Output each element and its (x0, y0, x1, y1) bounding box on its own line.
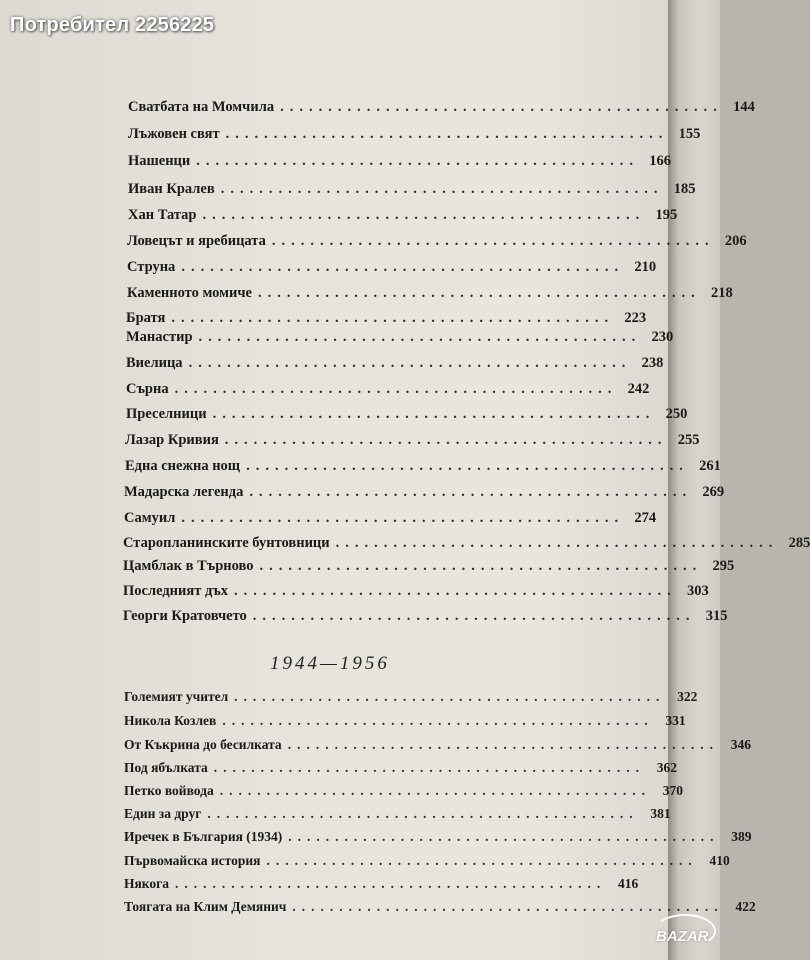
leader-dots: .............................................. (224, 432, 668, 448)
toc-entry (124, 806, 671, 822)
toc-entry-title: Първомайска история (124, 853, 261, 868)
leader-dots: .............................................. (207, 806, 639, 821)
toc-entry (123, 583, 709, 600)
bazar-logo (652, 912, 716, 952)
toc-entry (124, 484, 725, 501)
toc-entry-page: 362 (656, 760, 677, 775)
toc-entry (128, 181, 696, 198)
leader-dots: .............................................. (246, 458, 689, 474)
leader-dots: .............................................. (259, 558, 703, 574)
toc-entry-page: 381 (650, 806, 671, 821)
toc-entry-title: Ловецът и яребицата (127, 233, 266, 249)
leader-dots: .............................................. (287, 737, 719, 752)
toc-entry (124, 876, 639, 892)
toc-entry (124, 510, 657, 527)
toc-entry (123, 558, 735, 575)
toc-entry (126, 381, 650, 398)
leader-dots: .............................................. (288, 829, 720, 844)
toc-entry (123, 608, 728, 625)
logo-text: BAZAR (656, 928, 709, 945)
toc-entry-title: Сърна (126, 381, 169, 397)
toc-entry-page: 410 (709, 853, 730, 868)
toc-entry-title: Самуил (124, 510, 176, 526)
toc-entry-page: 322 (677, 689, 698, 704)
toc-entry-page: 230 (651, 329, 674, 345)
book-spine-shadow (668, 0, 720, 960)
toc-entry-title: Никола Козлев (124, 713, 217, 728)
user-watermark: Потребител 2256225 (10, 14, 215, 36)
toc-entry-page: 346 (730, 737, 751, 752)
toc-entry (126, 406, 688, 423)
toc-entry-title: Братя (126, 310, 166, 326)
leader-dots: .............................................. (219, 783, 651, 798)
toc-entry-title: Преселници (126, 406, 207, 422)
toc-entry (127, 285, 733, 302)
toc-entry (127, 259, 657, 276)
toc-entry-page: 315 (705, 608, 728, 624)
toc-entry (128, 153, 672, 170)
toc-entry-page: 238 (641, 355, 664, 371)
leader-dots: .............................................. (181, 510, 625, 526)
toc-entry-title: Лазар Кривия (125, 432, 219, 448)
toc-entry-page: 210 (634, 259, 657, 275)
toc-entry (126, 329, 674, 346)
leader-dots: .............................................. (249, 484, 693, 500)
toc-entry-page: 185 (673, 181, 696, 197)
toc-entry-page: 303 (687, 583, 709, 599)
toc-entry (124, 853, 730, 869)
toc-entry-title: От Къкрина до бесилката (124, 737, 282, 752)
toc-entry-page: 155 (678, 126, 701, 142)
leader-dots: .............................................. (335, 535, 779, 551)
toc-entry-title: Каменното момиче (127, 285, 252, 301)
toc-entry-page: 195 (655, 207, 678, 223)
leader-dots: .............................................. (271, 233, 715, 249)
toc-entry-title: Сватбата на Момчила (128, 99, 275, 115)
toc-entry-page: 261 (699, 458, 721, 474)
toc-entry-title: Петко войвода (124, 783, 214, 798)
toc-entry-page: 269 (702, 484, 725, 500)
leader-dots: .............................................. (257, 285, 701, 301)
toc-entry (124, 783, 683, 799)
toc-entry-title: Под ябълката (124, 760, 208, 775)
toc-entry-page: 416 (618, 876, 639, 891)
toc-entry (126, 355, 664, 372)
toc-entry-title: Тоягата на Клим Демянич (124, 899, 287, 914)
toc-entry-title: Някога (124, 876, 170, 891)
toc-entry-title: Мадарска легенда (124, 484, 244, 500)
toc-entry-page: 166 (649, 153, 672, 169)
toc-entry (125, 432, 700, 449)
toc-entry-page: 422 (735, 899, 756, 914)
toc-entry-page: 285 (788, 535, 810, 551)
toc-entry (127, 233, 747, 250)
toc-entry-title: Старопланинските бунтовници (123, 535, 330, 551)
toc-entry-page: 250 (665, 406, 688, 422)
toc-entry (126, 310, 647, 327)
leader-dots: .............................................. (234, 689, 666, 704)
toc-entry-page: 144 (733, 99, 755, 115)
leader-dots: .............................................. (212, 406, 656, 422)
leader-dots: .............................................. (213, 760, 645, 775)
toc-entry-title: Георги Кратовчето (123, 608, 247, 624)
toc-entry-title: Нашенци (128, 153, 191, 169)
leader-dots: .............................................. (280, 99, 723, 115)
toc-entry-title: Струна (127, 259, 176, 275)
leader-dots: .............................................. (202, 207, 646, 223)
toc-entry (128, 207, 678, 224)
leader-dots: .............................................. (222, 713, 654, 728)
toc-entry (124, 899, 756, 915)
toc-entry-title: Една снежна нощ (125, 458, 241, 474)
leader-dots: .............................................. (252, 608, 696, 624)
toc-entry-page: 370 (662, 783, 683, 798)
toc-entry-title: Големият учител (124, 689, 229, 704)
toc-entry-title: Един за друг (124, 806, 202, 821)
toc-entry (124, 760, 677, 776)
toc-entry-page: 223 (624, 310, 647, 326)
toc-entry-page: 274 (634, 510, 657, 526)
toc-entry (128, 99, 755, 116)
toc-entry-page: 218 (710, 285, 733, 301)
toc-entry (123, 535, 810, 552)
leader-dots: .............................................. (292, 899, 724, 914)
leader-dots: .............................................. (171, 310, 615, 326)
toc-entry (128, 126, 701, 143)
toc-entry-page: 255 (677, 432, 700, 448)
toc-entry-title: Цамблак в Търново (123, 558, 254, 574)
toc-entry-title: Виелица (126, 355, 183, 371)
leader-dots: .............................................. (220, 181, 664, 197)
toc-entry-title: Лъжовен свят (128, 126, 220, 142)
toc-entry (125, 458, 721, 475)
toc-entry (124, 713, 686, 729)
toc-entry-page: 295 (712, 558, 735, 574)
toc-entry-title: Последният дъх (123, 583, 229, 599)
leader-dots: .............................................. (188, 355, 632, 371)
toc-entry-page: 242 (627, 381, 650, 397)
toc-entry-page: 206 (724, 233, 747, 249)
leader-dots: .............................................. (266, 853, 698, 868)
toc-entry-page: 389 (731, 829, 752, 844)
section-heading: 1944—1956 (270, 653, 390, 674)
leader-dots: .............................................. (196, 153, 640, 169)
toc-entry-title: Иван Кралев (128, 181, 215, 197)
toc-entry (124, 737, 751, 753)
leader-dots: .............................................. (234, 583, 677, 599)
leader-dots: .............................................. (181, 259, 625, 275)
toc-entry-page: 331 (665, 713, 686, 728)
toc-entry-title: Манастир (126, 329, 193, 345)
leader-dots: .............................................. (174, 381, 618, 397)
leader-dots: .............................................. (175, 876, 607, 891)
toc-entry-title: Хан Татар (128, 207, 197, 223)
leader-dots: .............................................. (198, 329, 642, 345)
toc-entry (124, 689, 698, 705)
toc-entry-title: Иречек в България (1934) (124, 829, 283, 844)
toc-entry (124, 829, 752, 845)
leader-dots: .............................................. (225, 126, 669, 142)
